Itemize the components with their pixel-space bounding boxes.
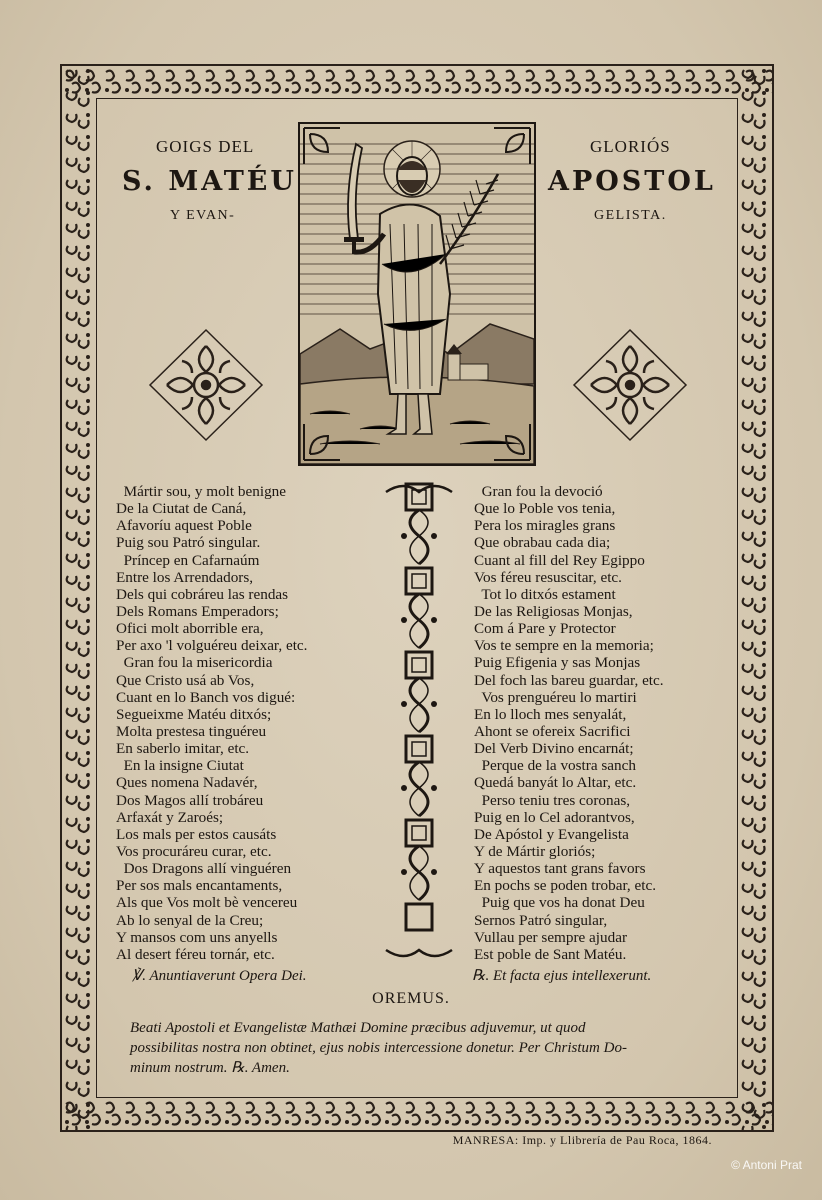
verse-line: Y de Mártir gloriós; [474, 842, 596, 860]
ornament-diamond-right [570, 326, 690, 444]
verse-line: Y aquestos tant grans favors [474, 860, 646, 878]
verse-line: Segueixme Matéu ditxós; [116, 705, 272, 723]
verse-line: Com á Pare y Protector [474, 620, 616, 638]
verse-line: Gran fou la misericordia [116, 654, 273, 672]
verse-line: Perso teniu tres coronas, [474, 791, 631, 809]
verse-line: Del foch las bareu guardar, etc. [474, 671, 664, 689]
saint-matthew-illustration [300, 124, 534, 464]
printer-imprint: MANRESA: Imp. y Llibrería de Pau Roca, 1864. [452, 1133, 712, 1147]
verse-line: Per sos mals encantaments, [116, 877, 283, 895]
verse-line: En saberlo imitar, etc. [116, 740, 250, 758]
header-left-top: GOIGS DEL [156, 137, 255, 156]
verse-line: Entre los Arrendadors, [116, 568, 254, 586]
photo-credit: © Antoni Prat [731, 1158, 802, 1172]
saint-woodcut [298, 122, 536, 466]
verse-line: Príncep en Cafarnaúm [116, 551, 260, 569]
verse-line: Puig sou Patró singular. [116, 534, 261, 552]
header-right-bottom: GELISTA. [594, 208, 667, 223]
prayer-line: possibilitas nostra non obtinet, ejus nobis intercessione donetur. Per Christum Do- [130, 1040, 627, 1056]
verse-line: Arfaxát y Zaroés; [116, 808, 224, 826]
verse-line: En la insigne Ciutat [116, 757, 244, 775]
verses-right-column [474, 483, 664, 963]
verse-line: Tot lo ditxós estament [474, 585, 616, 603]
verse-line: Vos féreu resuscitar, etc. [474, 568, 622, 586]
verse-line: Sernos Patró singular, [474, 911, 608, 929]
verse-line: Afavoríu aquest Poble [116, 517, 252, 535]
verse-line: De Apóstol y Evangelista [474, 825, 629, 843]
verse-line: Al desert féreu tornár, etc. [116, 945, 275, 963]
header-right-top: GLORIÓS [590, 137, 671, 156]
header-left-bottom: Y EVAN- [170, 208, 236, 223]
verse-line: Mártir sou, y molt benigne [116, 483, 286, 500]
central-ornament-column [384, 480, 454, 964]
verse-line: Pera los miragles grans [474, 517, 616, 535]
verse-line: Puig en lo Cel adorantvos, [474, 808, 635, 826]
verse-line: Y mansos com uns anyells [116, 928, 278, 946]
verse-line: Puig Efigenia y sas Monjas [474, 654, 641, 672]
verse-line: Molta prestesa tinguéreu [116, 722, 267, 740]
verse-line: Vullau per sempre ajudar [474, 928, 628, 946]
title-left: S. MATÉU [122, 166, 297, 197]
verse-line: Vos procuráreu curar, etc. [116, 842, 272, 860]
prayer-line: minum nostrum. ℞. Amen. [130, 1060, 290, 1076]
verse-line: Dels Romans Emperadors; [116, 602, 279, 620]
verse-line: Als que Vos molt bè vencereu [116, 894, 298, 912]
verse-line: Que lo Poble vos tenia, [474, 500, 616, 518]
verse-line: En pochs se poden trobar, etc. [474, 877, 657, 895]
verse-line: Gran fou la devoció [474, 483, 603, 500]
verse-line: Dos Dragons allí vinguéren [116, 860, 292, 878]
verses-left-column [116, 483, 307, 963]
verse-line: Los mals per estos causáts [116, 825, 277, 843]
verse-line: Cuant en lo Banch vos digué: [116, 688, 296, 706]
prayer-text [130, 1018, 730, 1078]
verse-line: Ab lo senyal de la Creu; [116, 911, 264, 929]
verse-line: De las Religiosas Monjas, [474, 602, 633, 620]
oremus-heading: OREMUS. [372, 990, 450, 1007]
verse-line: Que obrabau cada dia; [474, 534, 611, 552]
verse-line: Que Cristo usá ab Vos, [116, 671, 255, 689]
verse-line: De la Ciutat de Caná, [116, 500, 247, 518]
verse-line: Dels qui cobráreu las rendas [116, 585, 289, 603]
verse-line: En lo lloch mes senyalát, [474, 705, 627, 723]
versicle-right: ℞. Et facta ejus intellexerunt. [472, 968, 652, 984]
verse-line: Ofici molt aborrible era, [116, 620, 264, 638]
verse-line: Dos Magos allí trobáreu [116, 791, 264, 809]
verse-line: Quedá banyát lo Altar, etc. [474, 774, 637, 792]
verse-line: Del Verb Divino encarnát; [474, 740, 634, 758]
verse-line: Est poble de Sant Matéu. [474, 945, 627, 963]
verse-line: Vos prenguéreu lo martiri [474, 688, 637, 706]
ornament-diamond-left [146, 326, 266, 444]
title-right: APOSTOL [548, 166, 716, 197]
verse-line: Perque de la vostra sanch [474, 757, 636, 775]
verse-line: Vos te sempre en la memoria; [474, 637, 654, 655]
verse-line: Puig que vos ha donat Deu [474, 894, 645, 912]
verse-line: Per axo 'l volguéreu deixar, etc. [116, 637, 308, 655]
prayer-line: Beati Apostoli et Evangelistæ Mathæi Domine præcibus adjuvemur, ut quod [130, 1020, 586, 1036]
verse-line: Cuant al fill del Rey Egippo [474, 551, 645, 569]
verse-line: Ahont se ofereix Sacrifici [474, 722, 631, 740]
verse-line: Ques nomena Nadavér, [116, 774, 258, 792]
versicle-left: ℣. Anuntiaverunt Opera Dei. [132, 968, 307, 984]
